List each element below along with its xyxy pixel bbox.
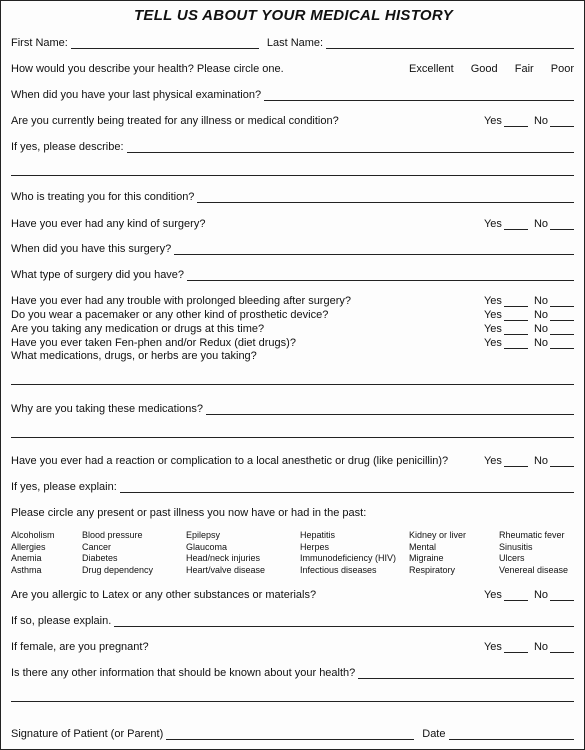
pacemaker-label: Do you wear a pacemaker or any other kind of prosthetic device?: [11, 309, 329, 321]
pregnant-row: [11, 639, 574, 653]
illness-item[interactable]: Migraine: [409, 553, 444, 563]
reaction-row: [11, 453, 574, 467]
yes-label: Yes: [483, 309, 502, 321]
illness-item[interactable]: Respiratory: [409, 564, 456, 575]
no-blank[interactable]: [550, 310, 574, 321]
pregnant-label: If female, are you pregnant?: [11, 641, 149, 653]
surgery-type-row: [11, 267, 574, 281]
yes-blank[interactable]: [504, 642, 528, 653]
illness-item[interactable]: Immunodeficiency (HIV): [300, 553, 397, 563]
who-treating-label: Who is treating you for this condition?: [11, 191, 195, 203]
health-question: How would you describe your health? Please circle one.: [11, 63, 284, 75]
other-info-label: Is there any other information that should be known about your health?: [11, 667, 356, 679]
surgery-row: [11, 216, 574, 230]
no-blank[interactable]: [550, 590, 574, 601]
illness-item[interactable]: Alcoholism: [11, 530, 55, 540]
illness-item[interactable]: Herpes: [300, 541, 330, 552]
treated-yes-no: [484, 115, 574, 127]
yes-blank[interactable]: [504, 116, 528, 127]
no-blank[interactable]: [550, 116, 574, 127]
pregnant-yes-no: [484, 641, 574, 653]
illness-item[interactable]: Asthma: [11, 564, 42, 575]
describe-row: [11, 139, 574, 153]
describe-extra-line[interactable]: [11, 175, 574, 176]
pacemaker-yes-no: [484, 309, 574, 321]
who-treating-field[interactable]: [197, 192, 574, 203]
illness-item[interactable]: Rheumatic fever: [499, 530, 565, 540]
date-label: Date: [422, 728, 446, 740]
why-meds-row: [11, 401, 574, 415]
signature-label: Signature of Patient (or Parent): [11, 728, 164, 740]
yes-blank[interactable]: [504, 310, 528, 321]
surgery-when-field[interactable]: [174, 244, 574, 255]
which-meds-label: What medications, drugs, or herbs are you taking?: [11, 350, 257, 362]
last-physical-field[interactable]: [264, 90, 574, 101]
illness-column: [300, 530, 396, 576]
yes-blank[interactable]: [504, 590, 528, 601]
rating-excellent[interactable]: Excellent: [409, 63, 454, 75]
last-physical-row: [11, 87, 574, 101]
illness-item[interactable]: Allergies: [11, 541, 46, 552]
latex-row: [11, 587, 574, 601]
yes-label: Yes: [483, 295, 502, 307]
which-meds-line[interactable]: [11, 384, 574, 385]
last-name-field[interactable]: [326, 38, 574, 49]
no-label: No: [533, 115, 548, 127]
surgery-when-label: When did you have this surgery?: [11, 243, 172, 255]
illness-item[interactable]: Epilepsy: [186, 530, 221, 540]
no-label: No: [533, 218, 548, 230]
illness-item[interactable]: Head/neck injuries: [186, 553, 261, 563]
health-ratings: [395, 63, 574, 75]
if-so-explain-label: If so, please explain.: [11, 615, 112, 627]
surgery-type-field[interactable]: [187, 270, 574, 281]
medication-row: [11, 321, 574, 335]
no-label: No: [533, 337, 548, 349]
illness-item[interactable]: Heart/valve disease: [186, 564, 266, 575]
no-label: No: [533, 309, 548, 321]
illness-column: [11, 530, 55, 576]
illness-item[interactable]: Ulcers: [499, 553, 525, 563]
no-blank[interactable]: [550, 219, 574, 230]
if-so-explain-row: [11, 613, 574, 627]
no-blank[interactable]: [550, 296, 574, 307]
medication-label: Are you taking any medication or drugs at this time?: [11, 323, 265, 335]
illness-column: [499, 530, 568, 576]
illness-item[interactable]: Hepatitis: [300, 530, 336, 540]
other-info-extra-line[interactable]: [11, 701, 574, 702]
treated-row: [11, 113, 574, 127]
fenphen-label: Have you ever taken Fen-phen and/or Redux (diet drugs)?: [11, 337, 296, 349]
latex-yes-no: [484, 589, 574, 601]
explain-row: [11, 479, 574, 493]
illness-item[interactable]: Drug dependency: [82, 564, 154, 575]
date-field[interactable]: [449, 729, 575, 740]
rating-poor[interactable]: Poor: [550, 63, 574, 75]
surgery-yes-no: [484, 218, 574, 230]
other-info-field[interactable]: [358, 668, 574, 679]
explain-label: If yes, please explain:: [11, 481, 117, 493]
no-blank[interactable]: [550, 642, 574, 653]
health-row: [11, 61, 574, 75]
no-label: No: [533, 455, 548, 467]
no-label: No: [533, 589, 548, 601]
illness-item[interactable]: Anemia: [11, 553, 42, 563]
signature-row: [11, 726, 574, 740]
explain-field[interactable]: [120, 482, 574, 493]
why-meds-label: Why are you taking these medications?: [11, 403, 203, 415]
reaction-label: Have you ever had a reaction or complication to a local anesthetic or drug (like penicillin)?: [11, 455, 449, 467]
bleeding-yes-no: [484, 295, 574, 307]
describe-label: If yes, please describe:: [11, 141, 124, 153]
name-row: [11, 35, 574, 49]
why-meds-field[interactable]: [206, 404, 574, 415]
last-physical-label: When did you have your last physical examination?: [11, 89, 262, 101]
illness-item[interactable]: Sinusitis: [499, 541, 533, 552]
circle-illness-row: [11, 505, 574, 519]
pacemaker-row: [11, 307, 574, 321]
rating-fair[interactable]: Fair: [514, 63, 534, 75]
no-label: No: [533, 641, 548, 653]
no-blank[interactable]: [550, 456, 574, 467]
illness-item[interactable]: Mental: [409, 541, 437, 552]
last-name-label: Last Name:: [266, 37, 324, 49]
illness-column: [186, 530, 265, 576]
surgery-type-label: What type of surgery did you have?: [11, 269, 185, 281]
if-so-explain-field[interactable]: [114, 616, 574, 627]
yes-label: Yes: [483, 115, 502, 127]
treated-label: Are you currently being treated for any illness or medical condition?: [11, 115, 339, 127]
first-name-field[interactable]: [71, 38, 259, 49]
signature-field[interactable]: [166, 729, 414, 740]
medication-yes-no: [484, 323, 574, 335]
yes-blank[interactable]: [504, 296, 528, 307]
illness-column: [409, 530, 466, 576]
yes-label: Yes: [483, 323, 502, 335]
who-treating-row: [11, 189, 574, 203]
illness-item[interactable]: Diabetes: [82, 553, 118, 563]
which-meds-row: [11, 348, 574, 362]
no-label: No: [533, 295, 548, 307]
fenphen-row: [11, 335, 574, 349]
surgery-when-row: [11, 241, 574, 255]
yes-label: Yes: [483, 589, 502, 601]
why-meds-extra-line[interactable]: [11, 437, 574, 438]
other-info-row: [11, 665, 574, 679]
illness-item[interactable]: Blood pressure: [82, 530, 143, 540]
illness-item[interactable]: Kidney or liver: [409, 530, 467, 540]
bleeding-row: [11, 293, 574, 307]
bleeding-label: Have you ever had any trouble with prolonged bleeding after surgery?: [11, 295, 351, 307]
illness-item[interactable]: Infectious diseases: [300, 564, 377, 575]
no-label: No: [533, 323, 548, 335]
yes-blank[interactable]: [504, 324, 528, 335]
yes-label: Yes: [483, 337, 502, 349]
latex-label: Are you allergic to Latex or any other substances or materials?: [11, 589, 317, 601]
yes-label: Yes: [483, 455, 502, 467]
first-name-label: First Name:: [11, 37, 68, 49]
form-title: TELL US ABOUT YOUR MEDICAL HISTORY: [133, 7, 454, 24]
yes-label: Yes: [483, 641, 502, 653]
illness-item[interactable]: Glaucoma: [186, 541, 228, 552]
illness-item[interactable]: Cancer: [82, 541, 112, 552]
yes-blank[interactable]: [504, 219, 528, 230]
yes-blank[interactable]: [504, 456, 528, 467]
surgery-label: Have you ever had any kind of surgery?: [11, 218, 206, 230]
illness-column: [82, 530, 153, 576]
illness-item[interactable]: Venereal disease: [499, 564, 569, 575]
reaction-yes-no: [484, 455, 574, 467]
describe-field[interactable]: [127, 142, 574, 153]
no-blank[interactable]: [550, 324, 574, 335]
circle-illness-label: Please circle any present or past illness you now have or had in the past:: [11, 507, 367, 519]
yes-label: Yes: [483, 218, 502, 230]
rating-good[interactable]: Good: [470, 63, 498, 75]
